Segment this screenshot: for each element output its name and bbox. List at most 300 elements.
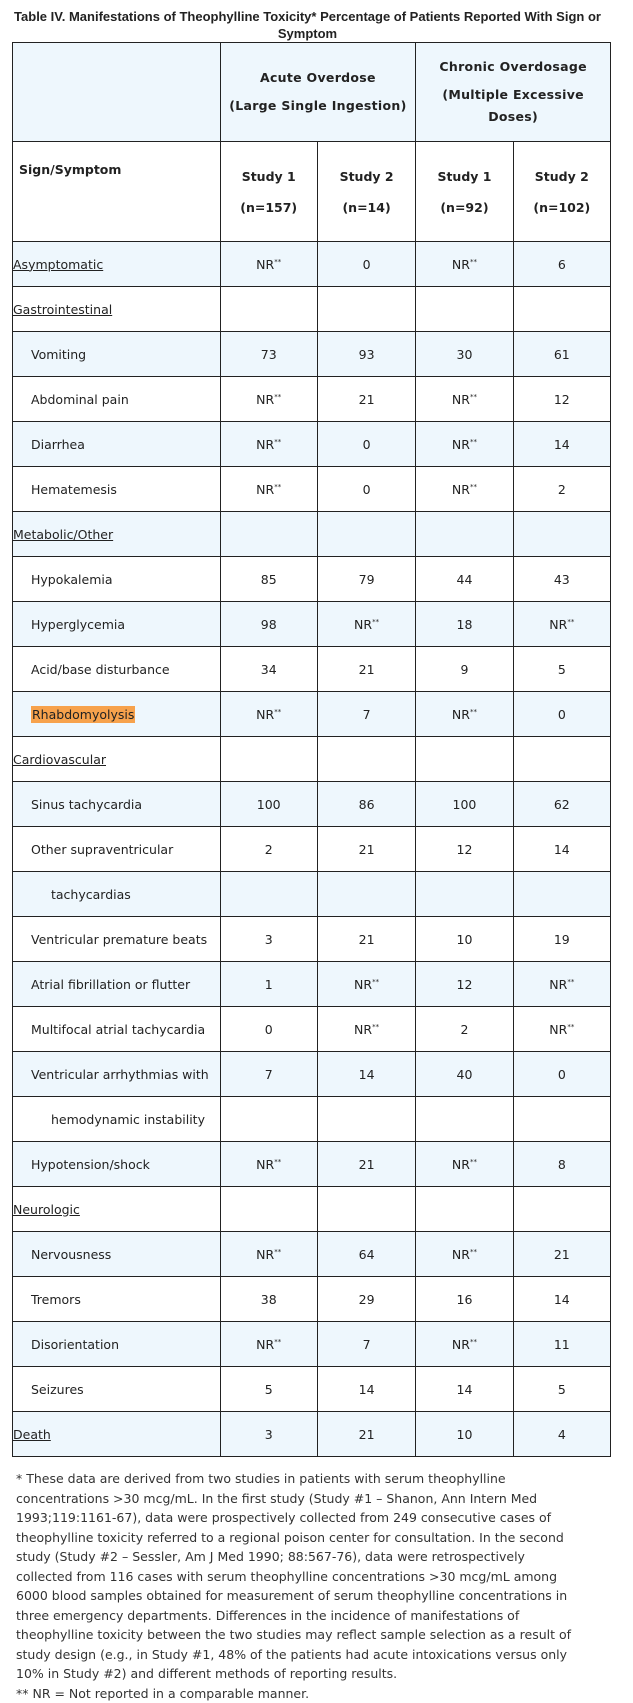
acute-overdose-title: Acute Overdose: [221, 64, 416, 92]
row-label-cell: [13, 1232, 221, 1277]
cell-value: 21: [359, 842, 375, 857]
value-cell: [220, 1097, 317, 1142]
value-cell: [220, 1232, 317, 1277]
cell-value: NR**: [549, 1022, 574, 1037]
value-cell: [317, 332, 415, 377]
cell-value: 2: [558, 482, 566, 497]
cell-value: 98: [261, 617, 277, 632]
value-cell: [220, 872, 317, 917]
table-row: [13, 602, 611, 647]
row-label-cell: [13, 557, 221, 602]
cell-value: 73: [261, 347, 277, 362]
value-cell: [513, 962, 610, 1007]
value-cell: [513, 1277, 610, 1322]
value-cell: [513, 287, 610, 332]
table-row: [13, 467, 611, 512]
footnotes: [16, 1469, 581, 1703]
table-row: [13, 1007, 611, 1052]
study-label: Study 1: [221, 161, 317, 192]
table-row: [13, 1322, 611, 1367]
cell-value: 85: [261, 572, 277, 587]
table-row: [13, 647, 611, 692]
row-label-cell: [13, 1367, 221, 1412]
value-cell: [317, 1142, 415, 1187]
table-row: [13, 1277, 611, 1322]
table-row: [13, 512, 611, 557]
cell-value: 21: [359, 1427, 375, 1442]
symptom-label: Hyperglycemia: [31, 617, 125, 632]
value-cell: [317, 827, 415, 872]
symptom-label: Other supraventricular: [31, 842, 173, 857]
cell-value: NR**: [452, 392, 477, 407]
category-label: Metabolic/Other: [13, 527, 113, 542]
footnote-marker: **: [567, 977, 574, 985]
cell-value: 3: [265, 1427, 273, 1442]
row-label-cell: [13, 917, 221, 962]
cell-value: NR**: [256, 437, 281, 452]
value-cell: [220, 242, 317, 287]
value-cell: [416, 1142, 513, 1187]
value-cell: [220, 1142, 317, 1187]
row-label-cell: [13, 242, 221, 287]
value-cell: [513, 1142, 610, 1187]
footnote-marker: **: [372, 617, 379, 625]
value-cell: [317, 242, 415, 287]
table-row: [13, 737, 611, 782]
cell-value: 21: [359, 392, 375, 407]
value-cell: [513, 872, 610, 917]
cell-value: 18: [457, 617, 473, 632]
row-label-cell: [13, 332, 221, 377]
value-cell: [513, 377, 610, 422]
cell-value: 7: [265, 1067, 273, 1082]
chronic-overdosage-header: [416, 43, 611, 142]
value-cell: [416, 332, 513, 377]
value-cell: [220, 557, 317, 602]
value-cell: [416, 1232, 513, 1277]
cell-value: 11: [554, 1337, 570, 1352]
col-header-acute-study1: [220, 142, 317, 242]
cell-value: 86: [359, 797, 375, 812]
table-row: [13, 1232, 611, 1277]
value-cell: [220, 332, 317, 377]
symptom-label: Abdominal pain: [31, 392, 129, 407]
value-cell: [513, 1232, 610, 1277]
study-label: Study 2: [318, 161, 415, 192]
row-label-cell: [13, 1007, 221, 1052]
symptom-label: Tremors: [31, 1292, 81, 1307]
study-n: (n=102): [514, 192, 610, 223]
category-label: Cardiovascular: [13, 752, 106, 767]
table-row: [13, 782, 611, 827]
footnote-marker: **: [274, 482, 281, 490]
value-cell: [416, 782, 513, 827]
footnote-marker: **: [274, 1337, 281, 1345]
value-cell: [416, 827, 513, 872]
value-cell: [317, 602, 415, 647]
value-cell: [513, 1412, 610, 1457]
symptom-label: Disorientation: [31, 1337, 119, 1352]
value-cell: [416, 1187, 513, 1232]
row-label-cell: [13, 647, 221, 692]
value-cell: [513, 1187, 610, 1232]
row-label-cell: [13, 1187, 221, 1232]
value-cell: [317, 557, 415, 602]
value-cell: [416, 602, 513, 647]
footnote-marker: **: [470, 437, 477, 445]
cell-value: NR**: [452, 1337, 477, 1352]
value-cell: [317, 422, 415, 467]
symptom-label: Ventricular premature beats: [31, 932, 207, 947]
value-cell: [416, 692, 513, 737]
symptom-label: Seizures: [31, 1382, 84, 1397]
row-label-cell: [13, 602, 221, 647]
footnote-marker: **: [372, 1022, 379, 1030]
cell-value: NR**: [549, 977, 574, 992]
acute-overdose-header: [220, 43, 416, 142]
row-label-cell: [13, 467, 221, 512]
table-body: [13, 242, 611, 1457]
value-cell: [513, 242, 610, 287]
cell-value: NR**: [256, 482, 281, 497]
footnote-marker: **: [470, 392, 477, 400]
value-cell: [416, 287, 513, 332]
value-cell: [220, 602, 317, 647]
col-header-acute-study2: [317, 142, 415, 242]
cell-value: 14: [359, 1067, 375, 1082]
cell-value: NR**: [452, 1157, 477, 1172]
cell-value: 40: [457, 1067, 473, 1082]
value-cell: [317, 782, 415, 827]
value-cell: [220, 1277, 317, 1322]
value-cell: [416, 1367, 513, 1412]
footnote-marker: **: [274, 437, 281, 445]
cell-value: NR**: [256, 257, 281, 272]
cell-value: 10: [457, 932, 473, 947]
study-n: (n=157): [221, 192, 317, 223]
symptom-label: Ventricular arrhythmias with: [31, 1067, 209, 1082]
value-cell: [220, 287, 317, 332]
chronic-overdosage-subtitle-2: Doses): [416, 106, 610, 128]
cell-value: NR**: [256, 1337, 281, 1352]
cell-value: 7: [363, 707, 371, 722]
chronic-overdosage-title: Chronic Overdosage: [416, 56, 610, 78]
cell-value: 62: [554, 797, 570, 812]
cell-value: 2: [265, 842, 273, 857]
row-label-cell: [13, 782, 221, 827]
value-cell: [513, 467, 610, 512]
col-header-chronic-study2: [513, 142, 610, 242]
cell-value: 14: [554, 437, 570, 452]
footnote-double-star: ** NR = Not reported in a comparable manner.: [16, 1684, 581, 1703]
row-label-cell: [13, 827, 221, 872]
symptom-label: tachycardias: [51, 887, 131, 902]
row-label-cell: [13, 1142, 221, 1187]
toxicity-table: [12, 42, 611, 1457]
row-label-cell: [13, 287, 221, 332]
value-cell: [220, 692, 317, 737]
cell-value: NR**: [256, 1157, 281, 1172]
symptom-label: Multifocal atrial tachycardia: [31, 1022, 205, 1037]
value-cell: [513, 737, 610, 782]
cell-value: 44: [457, 572, 473, 587]
value-cell: [416, 467, 513, 512]
cell-value: 100: [257, 797, 281, 812]
symptom-label: Hypokalemia: [31, 572, 113, 587]
cell-value: 5: [558, 1382, 566, 1397]
table-row: [13, 242, 611, 287]
cell-value: 12: [554, 392, 570, 407]
cell-value: 5: [558, 662, 566, 677]
cell-value: 79: [359, 572, 375, 587]
cell-value: 21: [359, 1157, 375, 1172]
footnote-marker: **: [470, 707, 477, 715]
value-cell: [416, 1322, 513, 1367]
value-cell: [317, 1412, 415, 1457]
table-caption: Table IV. Manifestations of Theophylline Toxicity* Percentage of Patients Reported With Sign or Symptom: [12, 0, 603, 42]
value-cell: [220, 782, 317, 827]
cell-value: NR**: [256, 392, 281, 407]
value-cell: [220, 1187, 317, 1232]
value-cell: [317, 872, 415, 917]
cell-value: 14: [359, 1382, 375, 1397]
value-cell: [513, 332, 610, 377]
value-cell: [317, 1367, 415, 1412]
cell-value: NR**: [452, 1247, 477, 1262]
value-cell: [416, 242, 513, 287]
value-cell: [513, 782, 610, 827]
table-row: [13, 917, 611, 962]
value-cell: [416, 512, 513, 557]
value-cell: [513, 917, 610, 962]
table-row: [13, 557, 611, 602]
cell-value: 21: [359, 932, 375, 947]
footnote-marker: **: [274, 392, 281, 400]
cell-value: NR**: [452, 257, 477, 272]
value-cell: [513, 422, 610, 467]
cell-value: 61: [554, 347, 570, 362]
value-cell: [513, 1097, 610, 1142]
cell-value: 34: [261, 662, 277, 677]
cell-value: 43: [554, 572, 570, 587]
value-cell: [416, 1052, 513, 1097]
value-cell: [416, 557, 513, 602]
cell-value: 64: [359, 1247, 375, 1262]
cell-value: 12: [457, 842, 473, 857]
cell-value: 21: [554, 1247, 570, 1262]
cell-value: 29: [359, 1292, 375, 1307]
value-cell: [220, 1367, 317, 1412]
value-cell: [220, 1322, 317, 1367]
footnote-marker: **: [274, 1247, 281, 1255]
cell-value: 0: [265, 1022, 273, 1037]
value-cell: [317, 1322, 415, 1367]
col-header-chronic-study1: [416, 142, 513, 242]
value-cell: [317, 692, 415, 737]
cell-value: 9: [460, 662, 468, 677]
cell-value: 0: [558, 1067, 566, 1082]
table-row: [13, 422, 611, 467]
value-cell: [317, 962, 415, 1007]
value-cell: [317, 287, 415, 332]
symptom-label: Vomiting: [31, 347, 86, 362]
value-cell: [220, 647, 317, 692]
value-cell: [220, 512, 317, 557]
value-cell: [513, 1322, 610, 1367]
footnote-star: * These data are derived from two studies in patients with serum theophylline concentrations >30 mcg/mL. In the first study (Study #1 – Shanon, Ann Intern Med 1993;119:1161-67), data were prospectively collected from 249 consecutive cases of theophylline toxicity referred to a regional poison center for consultation. In the second study (Study #2 – Sessler, Am J Med 1990; 88:567-76), data were retrospectively collected from 116 cases with serum theophylline concentrations >30 mcg/mL among 6000 blood samples obtained for measurement of serum theophylline concentrations in three emergency departments. Differences in the incidence of manifestations of theophylline toxicity between the two studies may reflect sample selection as a result of study design (e.g., in Study #1, 48% of the patients had acute intoxications versus only 10% in Study #2) and different methods of reporting results.: [16, 1469, 581, 1684]
value-cell: [317, 917, 415, 962]
value-cell: [220, 467, 317, 512]
value-cell: [220, 917, 317, 962]
value-cell: [416, 872, 513, 917]
row-label-cell: [13, 422, 221, 467]
value-cell: [416, 1412, 513, 1457]
table-row: [13, 332, 611, 377]
cell-value: NR**: [354, 1022, 379, 1037]
table-row: [13, 1052, 611, 1097]
value-cell: [220, 962, 317, 1007]
value-cell: [220, 737, 317, 782]
row-label-cell: [13, 737, 221, 782]
row-label-cell: [13, 1052, 221, 1097]
cell-value: 14: [554, 842, 570, 857]
row-label-cell: [13, 1412, 221, 1457]
row-label-cell: [13, 377, 221, 422]
cell-value: 8: [558, 1157, 566, 1172]
value-cell: [220, 422, 317, 467]
cell-value: 7: [363, 1337, 371, 1352]
value-cell: [317, 1007, 415, 1052]
table-row: [13, 287, 611, 332]
cell-value: 10: [457, 1427, 473, 1442]
value-cell: [513, 557, 610, 602]
symptom-label: Atrial fibrillation or flutter: [31, 977, 190, 992]
table-row: [13, 1412, 611, 1457]
cell-value: 5: [265, 1382, 273, 1397]
cell-value: NR**: [256, 707, 281, 722]
row-label-cell: [13, 512, 221, 557]
table-row: [13, 1367, 611, 1412]
value-cell: [220, 1052, 317, 1097]
symptom-label: Hematemesis: [31, 482, 117, 497]
footnote-marker: **: [470, 1157, 477, 1165]
table-row: [13, 962, 611, 1007]
value-cell: [416, 1007, 513, 1052]
chronic-overdosage-subtitle-1: (Multiple Excessive: [416, 84, 610, 106]
value-cell: [416, 737, 513, 782]
value-cell: [317, 377, 415, 422]
value-cell: [220, 377, 317, 422]
study-n: (n=14): [318, 192, 415, 223]
value-cell: [416, 1097, 513, 1142]
row-label-cell: [13, 692, 221, 737]
footnote-marker: **: [274, 1157, 281, 1165]
value-cell: [513, 827, 610, 872]
table-row: [13, 377, 611, 422]
footnote-marker: **: [372, 977, 379, 985]
value-cell: [513, 1367, 610, 1412]
value-cell: [416, 647, 513, 692]
cell-value: NR**: [452, 707, 477, 722]
row-label-cell: [13, 962, 221, 1007]
cell-value: 4: [558, 1427, 566, 1442]
value-cell: [220, 1412, 317, 1457]
cell-value: 12: [457, 977, 473, 992]
symptom-label: Rhabdomyolysis: [31, 706, 135, 723]
value-cell: [220, 1007, 317, 1052]
cell-value: 14: [554, 1292, 570, 1307]
cell-value: 2: [460, 1022, 468, 1037]
cell-value: 21: [359, 662, 375, 677]
cell-value: 1: [265, 977, 273, 992]
footnote-marker: **: [470, 1337, 477, 1345]
category-label: Neurologic: [13, 1202, 80, 1217]
symptom-label: Nervousness: [31, 1247, 111, 1262]
cell-value: NR**: [256, 1247, 281, 1262]
cell-value: 19: [554, 932, 570, 947]
cell-value: 0: [558, 707, 566, 722]
value-cell: [416, 917, 513, 962]
study-label: Study 2: [514, 161, 610, 192]
cell-value: 0: [363, 257, 371, 272]
value-cell: [317, 1277, 415, 1322]
value-cell: [317, 647, 415, 692]
symptom-label: Hypotension/shock: [31, 1157, 150, 1172]
value-cell: [513, 1052, 610, 1097]
table-row: [13, 872, 611, 917]
value-cell: [416, 962, 513, 1007]
value-cell: [513, 692, 610, 737]
value-cell: [416, 422, 513, 467]
footnote-marker: **: [567, 1022, 574, 1030]
table-row: [13, 1142, 611, 1187]
study-label: Study 1: [416, 161, 512, 192]
table-row: [13, 827, 611, 872]
cell-value: 0: [363, 437, 371, 452]
row-label-cell: [13, 872, 221, 917]
row-label-cell: [13, 1277, 221, 1322]
cell-value: NR**: [354, 617, 379, 632]
cell-value: 93: [359, 347, 375, 362]
cell-value: 6: [558, 257, 566, 272]
footnote-marker: **: [274, 257, 281, 265]
symptom-label: Sinus tachycardia: [31, 797, 142, 812]
table-row: [13, 1097, 611, 1142]
footnote-marker: **: [470, 257, 477, 265]
study-n: (n=92): [416, 192, 512, 223]
symptom-label: Diarrhea: [31, 437, 85, 452]
cell-value: 14: [457, 1382, 473, 1397]
cell-value: 100: [453, 797, 477, 812]
symptom-label: hemodynamic instability: [51, 1112, 205, 1127]
footnote-marker: **: [470, 482, 477, 490]
value-cell: [317, 1232, 415, 1277]
row-label-cell: [13, 1097, 221, 1142]
category-label: Gastrointestinal: [13, 302, 112, 317]
acute-overdose-subtitle: (Large Single Ingestion): [221, 92, 416, 120]
cell-value: 30: [457, 347, 473, 362]
value-cell: [416, 1277, 513, 1322]
category-label: Death: [13, 1427, 51, 1442]
cell-value: 16: [457, 1292, 473, 1307]
sign-symptom-header: Sign/Symptom: [13, 142, 221, 242]
category-label: Asymptomatic: [13, 257, 103, 272]
group-header-row: [13, 43, 611, 142]
value-cell: [317, 737, 415, 782]
value-cell: [317, 1052, 415, 1097]
footnote-marker: **: [567, 617, 574, 625]
table-row: [13, 692, 611, 737]
